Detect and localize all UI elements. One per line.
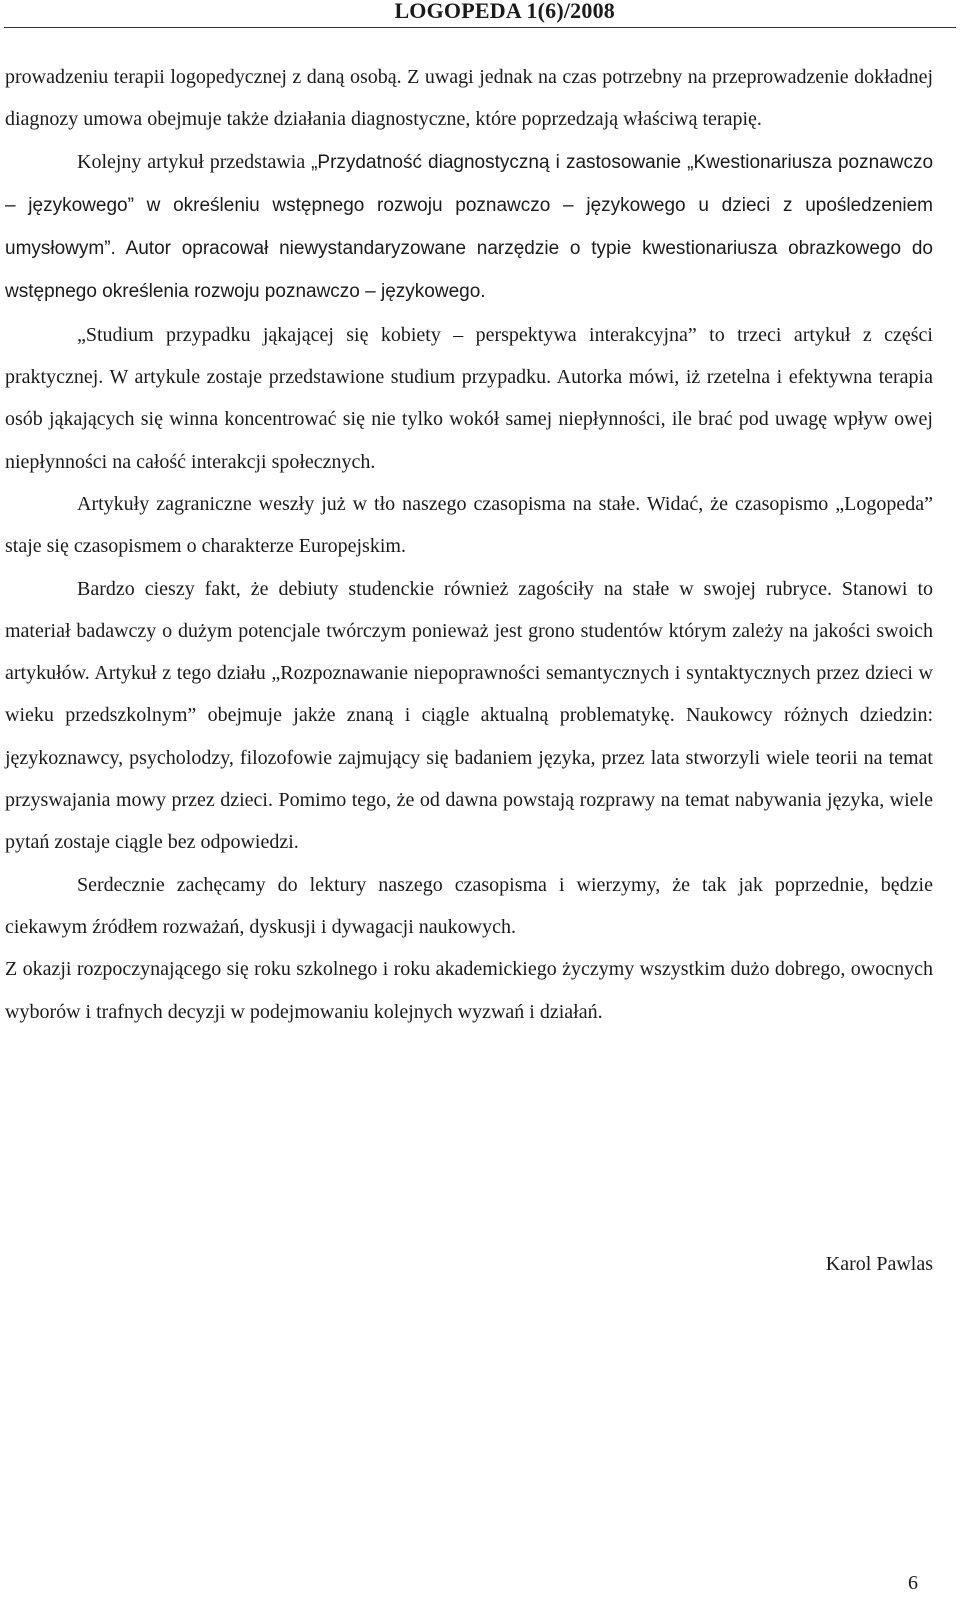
paragraph-4: Artykuły zagraniczne weszły już w tło naszego czasopisma na stałe. Widać, że czasopismo „Logopeda” staje się czasopismem o charakterze Europejskim. <box>5 492 933 558</box>
paragraph-1: prowadzeniu terapii logopedycznej z daną osobą. Z uwagi jednak na czas potrzebny na przeprowadzenie dokładnej diagnozy umowa obejmuje także działania diagnostyczne, które poprzedzają właściwą terapię. <box>5 66 933 131</box>
paragraph-2-body: „Przydatność diagnostyczną i zastosowanie „Kwestionariusza poznawczo – językowego” w określeniu wstępnego rozwoju poznawczo – językowego u dzieci z upośledzeniem umysłowym”. Autor opracował niewystandaryzowane narzędzie o typie kwestionariusza obrazkowego do wstępnego określenia rozwoju poznawczo – językowego. <box>5 151 934 303</box>
article-body <box>5 56 933 1033</box>
paragraph-7: Z okazji rozpoczynającego się roku szkolnego i roku akademickiego życzymy wszystkim dużo dobrego, owocnych wyborów i trafnych decyzji w podejmowaniu kolejnych wyzwań i działań. <box>5 958 933 1023</box>
paragraph-5: Bardzo cieszy fakt, że debiuty studenckie również zagościły na stałe w swojej rubryce. Stanowi to materiał badawczy o dużym potencjale twórczym ponieważ jest grono studentów którym zależy na jakości swoich artykułów. Artykuł z tego działu „Rozpoznawanie niepoprawności semantycznych i syntaktycznych przez dzieci w wieku przedszkolnym” obejmuje jakże znaną i ciągle aktualną problematykę. Naukowcy różnych dziedzin: językoznawcy, psycholodzy, filozofowie zajmujący się badaniem języka, przez lata stworzyli wiele teorii na temat przyswajania mowy przez dzieci. Pomimo tego, że od dawna powstają rozprawy na temat nabywania języka, wiele pytań zostaje ciągle bez odpowiedzi. <box>5 577 933 854</box>
page-header <box>0 0 960 28</box>
paragraph-2-lead: Kolejny artykuł przedstawia <box>77 150 312 173</box>
paragraph-3: „Studium przypadku jąkającej się kobiety – perspektywa interakcyjna” to trzeci artykuł z części praktycznej. W artykule zostaje przedstawione studium przypadku. Autorka mówi, iż rzetelna i efektywna terapia osób jąkających się winna koncentrować się nie tylko wokół samej niepłynności, ile brać pod uwagę wpływ owej niepłynności na całość interakcji społecznych. <box>5 323 933 473</box>
journal-title: LOGOPEDA 1(6)/2008 <box>394 0 615 23</box>
author-signature: Karol Pawlas <box>825 1253 933 1275</box>
paragraph-6: Serdecznie zachęcamy do lektury naszego czasopisma i wierzymy, że tak jak poprzednie, będzie ciekawym źródłem rozważań, dyskusji i dywagacji naukowych. <box>5 873 933 938</box>
header-rule <box>4 27 956 28</box>
paragraph-2 <box>5 141 933 314</box>
page-number: 6 <box>908 1572 918 1594</box>
